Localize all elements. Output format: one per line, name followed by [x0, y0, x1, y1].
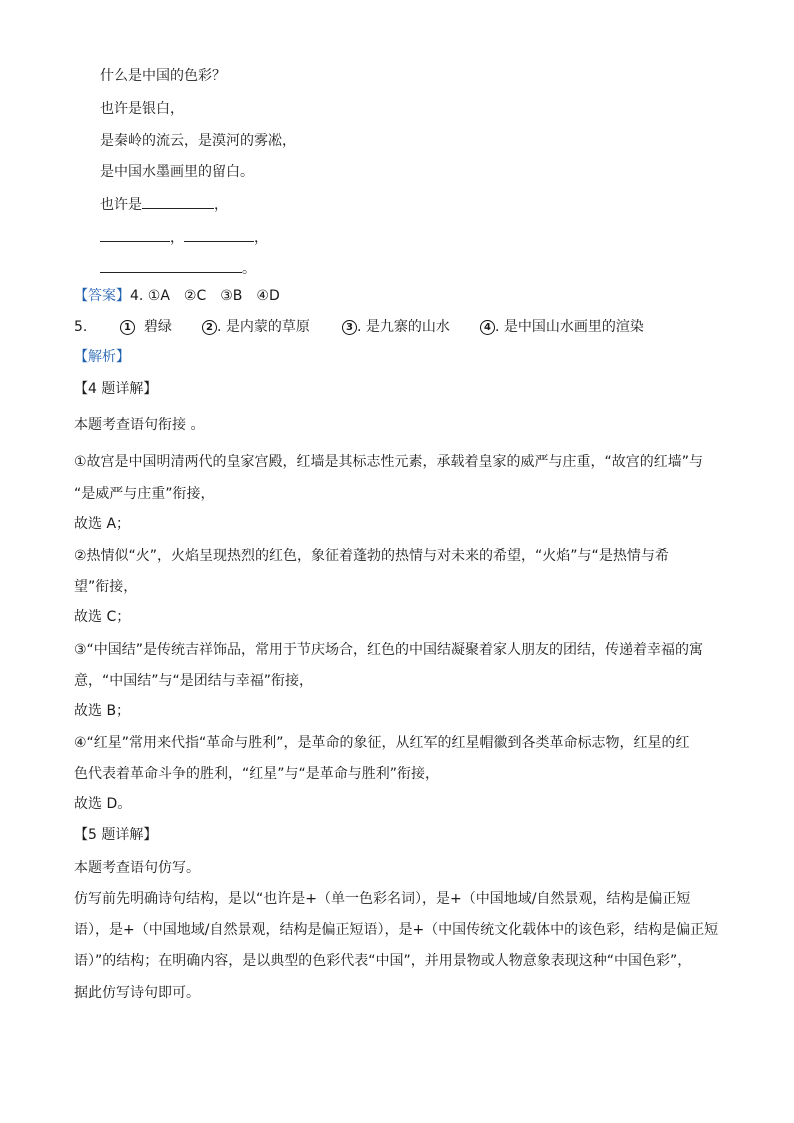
poem-line-7 [100, 258, 748, 278]
fill-blank [100, 227, 170, 242]
poem-line-5-suffix: ， [214, 197, 228, 213]
q5-explanation-line-2: 语），是+（中国地域/自然景观，结构是偏正短语），是+（中国传统文化载体中的该色彩，结构是偏正短 [74, 922, 719, 938]
answer-text: 4. ①A ②C ③B ④D [130, 288, 280, 304]
circled-number-1: 1 [120, 320, 135, 335]
q4-heading: 【4 题详解】 [74, 381, 158, 397]
q5-answer-line [74, 318, 722, 338]
analysis-p4-line-2: 色代表着革命斗争的胜利，“红星”与“是革命与胜利”衔接， [74, 766, 440, 782]
q5-item-2-text: . 是内蒙的草原 [217, 319, 310, 335]
analysis-p1-line-2: “是威严与庄重”衔接， [74, 486, 215, 502]
analysis-p3-choice: 故选 B； [74, 703, 131, 719]
poem-line-2: 也许是银白， [100, 101, 184, 117]
analysis-p4-choice: 故选 D。 [74, 796, 132, 812]
analysis-p1-line-1: ①故宫是中国明清两代的皇家宫殿，红墙是其标志性元素，承载着皇家的威严与庄重，“故宫的红墙”与 [74, 454, 704, 470]
q5-explanation-line-1: 仿写前先明确诗句结构，是以“也许是+（单一色彩名词），是+（中国地域/自然景观，结构是偏正短 [74, 891, 691, 907]
q5-item-2 [202, 318, 310, 336]
q4-intro: 本题考查语句衔接 。 [74, 417, 205, 433]
fill-blank [100, 258, 242, 273]
q5-intro: 本题考查语句仿写。 [74, 860, 200, 876]
q5-item-3-text: . 是九寨的山水 [357, 319, 450, 335]
poem-line-6 [100, 227, 748, 247]
poem-line-1: 什么是中国的色彩？ [100, 68, 226, 84]
answer-label: 【答案】 [74, 288, 130, 304]
q5-heading: 【5 题详解】 [74, 827, 158, 843]
analysis-p3-line-1: ③“中国结”是传统吉祥饰品，常用于节庆场合，红色的中国结凝聚着家人朋友的团结，传递着幸福的寓 [74, 642, 704, 658]
poem-line-7-suffix: 。 [242, 261, 256, 277]
q5-item-1-text: 碧绿 [143, 319, 172, 335]
poem-line-6-separator: ， [170, 230, 184, 246]
answer-line [74, 287, 722, 305]
q5-item-3 [342, 318, 450, 336]
poem-line-5-prefix: 也许是 [100, 197, 142, 213]
poem-line-4: 是中国水墨画里的留白。 [100, 164, 254, 180]
fill-blank [142, 194, 214, 209]
circled-number-2: 2 [202, 320, 217, 335]
q5-explanation-line-3: 语）”的结构；在明确内容，是以典型的色彩代表“中国”，并用景物或人物意象表现这种“中国色彩”， [74, 953, 692, 969]
poem-line-5 [100, 194, 748, 214]
circled-number-4: 4 [480, 320, 495, 335]
q5-item-4 [480, 318, 644, 336]
circled-number-3: 3 [342, 320, 357, 335]
fill-blank [184, 227, 254, 242]
q5-explanation-line-4: 据此仿写诗句即可。 [74, 985, 200, 1001]
analysis-p1-choice: 故选 A； [74, 516, 131, 532]
analysis-p4-line-1: ④“红星”常用来代指“革命与胜利”，是革命的象征，从红军的红星帽徽到各类革命标志物，红星的红 [74, 735, 690, 751]
poem-line-3: 是秦岭的流云，是漠河的雾凇， [100, 133, 296, 149]
q5-item-4-text: . 是中国山水画里的渲染 [495, 319, 644, 335]
analysis-p2-line-2: 望”衔接， [74, 579, 138, 595]
analysis-label: 【解析】 [74, 349, 130, 365]
analysis-p2-choice: 故选 C； [74, 609, 131, 625]
q5-number: 5. [74, 319, 88, 335]
analysis-p3-line-2: 意，“中国结”与“是团结与幸福”衔接， [74, 673, 314, 689]
q5-item-1 [120, 318, 172, 336]
poem-line-6-suffix: ， [254, 230, 268, 246]
analysis-p2-line-1: ②热情似“火”，火焰呈现热烈的红色，象征着蓬勃的热情与对未来的希望，“火焰”与“是热情与希 [74, 548, 669, 564]
